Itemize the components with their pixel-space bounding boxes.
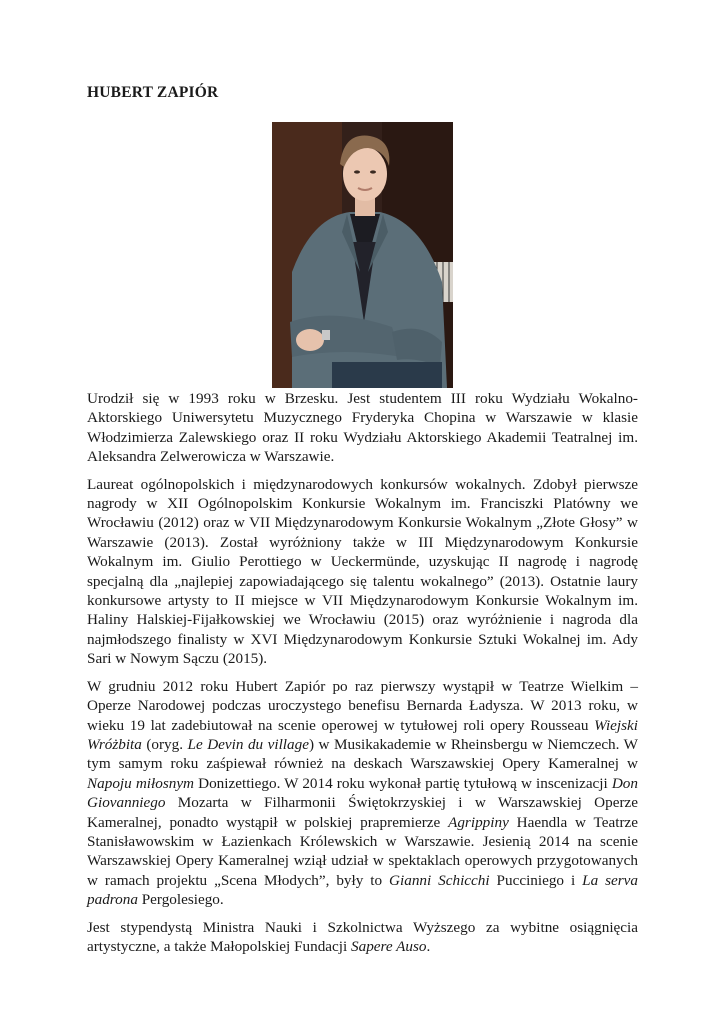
text-run: ) w Musikakademie w Rheinsbergu w Niemczech. W tym samym roku zaśpiewał również na deskach Warszawskiej Opery Kameralnej w bbox=[87, 735, 638, 773]
text-run: Laureat ogólnopolskich i międzynarodowych konkursów wokalnych. Zdobył pierwsze nagrody w XII Ogólnopolskim Konkursie Wokalnym im. Franciszki Platówny we Wrocławiu (2012) oraz w VII Międzynarodowym Konkursie Wokalnym „Złote Głosy” w Warszawie (2013). Został wyróżniony także w III Międzynarodowym Konkursie Wokalnym im. Giulio Perottiego w Ueckermünde, uzyskując II nagrodę i nagrodę specjalną dla „najlepiej zapowiadającego się talentu wokalnego” (2013). Ostatnie laury konkursowe artysty to II miejsce w VII Międzynarodowym Konkursie Wokalnym im. Haliny Halskiej-Fijałkowskiej we Wrocławiu (2015) oraz wyróżnienie i nagroda dla najmłodszego finalisty w XVI Międzynarodowym Konkursie Sztuki Wokalnej im. Ady Sari w Nowym Sączu (2015). bbox=[87, 475, 638, 668]
italic-title: Sapere Auso bbox=[351, 937, 427, 955]
text-run: (oryg. bbox=[141, 735, 188, 753]
italic-title: Le Devin du village bbox=[187, 735, 309, 753]
text-run: Jest stypendystą Ministra Nauki i Szkolnictwa Wyższego za wybitne osiągnięcia artystyczne, a także Małopolskiej Fundacji bbox=[87, 918, 638, 955]
italic-title: Agrippiny bbox=[448, 813, 509, 831]
italic-title: Gianni Schicchi bbox=[389, 871, 490, 889]
italic-title: Don Giovanniego bbox=[87, 774, 638, 812]
text-run: W grudniu 2012 roku Hubert Zapiór po raz pierwszy wystąpił w Teatrze Wielkim – Operze Narodowej podczas uroczystego benefisu Bernarda Ładysza. W 2013 roku, w wieku 19 lat zadebiutował na scenie operowej w tytułowej roli opery Rousseau bbox=[87, 677, 638, 734]
paragraph bbox=[87, 389, 638, 467]
portrait-illustration bbox=[272, 122, 453, 388]
italic-title: Napoju miłosnym bbox=[87, 774, 195, 792]
text-run: Donizettiego. W 2014 roku wykonał partię tytułową w inscenizacji bbox=[194, 774, 612, 792]
portrait-photo bbox=[272, 122, 453, 388]
paragraph bbox=[87, 475, 638, 669]
text-run: Pucciniego i bbox=[489, 871, 583, 889]
text-run: . bbox=[426, 937, 431, 955]
page-title: HUBERT ZAPIÓR bbox=[87, 84, 219, 101]
paragraph bbox=[87, 677, 638, 910]
text-run: Pergolesiego. bbox=[137, 891, 224, 909]
body-text bbox=[87, 389, 638, 964]
italic-title: Wiejski Wróżbita bbox=[87, 716, 638, 753]
italic-title: La serva padrona bbox=[87, 871, 638, 909]
paragraph bbox=[87, 918, 638, 957]
text-run: Haendla w Teatrze Stanisławowskim w Łazienkach Królewskich w Warszawie. Jesienią 2014 na scenie Warszawskiej Opery Kameralnej wziął udział w spektaklach operowych przygotowanych w ramach projektu „Scena Młodych”, były to bbox=[87, 813, 638, 889]
text-run: Mozarta w Filharmonii Świętokrzyskiej i w Warszawskiej Operze Kameralnej, ponadto wystąpił w polskiej prapremierze bbox=[87, 794, 638, 831]
text-run: Urodził się w 1993 roku w Brzesku. Jest studentem III roku Wydziału Wokalno-Aktorskiego Uniwersytetu Muzycznego Fryderyka Chopina w Warszawie w klasie Włodzimierza Zalewskiego oraz II roku Wydziału Aktorskiego Akademii Teatralnej im. Aleksandra Zelwerowicza w Warszawie. bbox=[87, 390, 638, 466]
